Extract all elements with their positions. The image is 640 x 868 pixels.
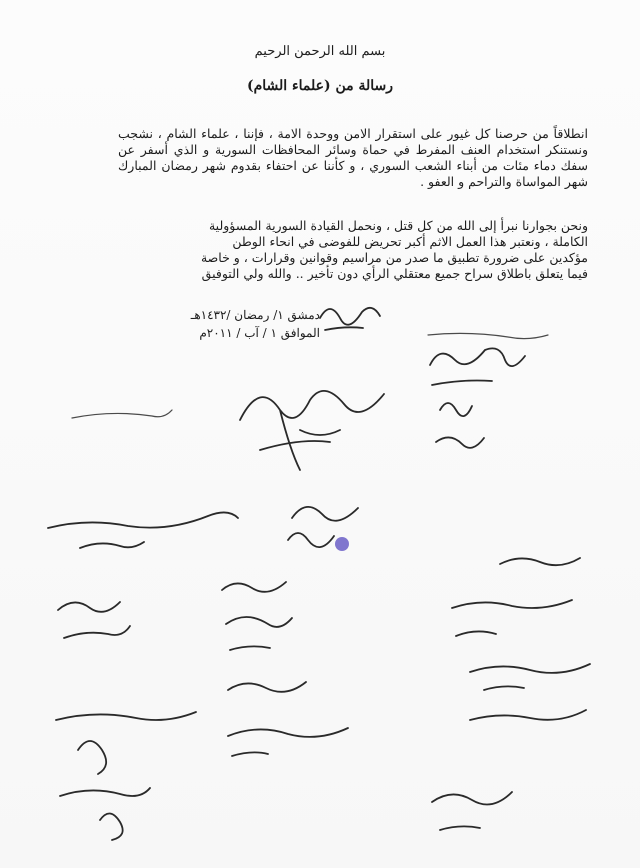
- signature: [432, 792, 512, 830]
- paragraph-2-line: الكاملة ، ونعتبر هذا العمل الاثم أكبر تحريض للفوضى في انحاء الوطن: [232, 234, 588, 249]
- stamp-mark: [335, 537, 349, 551]
- signature: [60, 788, 150, 840]
- paragraph-2-line: ونحن بجوارنا نبرأ إلى الله من كل قتل ، ونحمل القيادة السورية المسؤولية: [208, 218, 588, 233]
- signature: [500, 558, 580, 565]
- date-gregorian: الموافق ١ / آب / ٢٠١١م: [199, 326, 320, 340]
- signature: [436, 403, 484, 448]
- signature: [470, 710, 586, 720]
- signature: [228, 728, 348, 756]
- paragraph-2-line: مؤكدين على ضرورة تطبيق ما صدر من مراسيم وقوانين وقرارات ، و خاصة: [200, 250, 588, 265]
- letter-title: رسالة من (علماء الشام): [246, 78, 394, 94]
- signature: [428, 333, 548, 338]
- signature: [432, 381, 492, 386]
- paragraph-2-line: فيما يتعلق باطلاق سراح جميع معتقلي الرأي دون تأخير .. والله ولي التوفيق: [201, 266, 588, 281]
- signature: [240, 391, 384, 470]
- signature: [470, 664, 590, 690]
- signature: [228, 682, 306, 692]
- signature: [48, 512, 238, 548]
- signature: [56, 712, 196, 774]
- signature: [72, 410, 172, 418]
- basmala-heading: بسم الله الرحمن الرحيم: [254, 44, 386, 59]
- signature: [222, 582, 292, 650]
- paragraph-1: انطلاقاً من حرصنا كل غيور على استقرار الامن ووحدة الامة ، فإننا ، علماء الشام ، نشجب ونستنكر استخدام العنف المفرط في حماة وسائر المحافظات السورية و الذي أسفر عن سفك دماء مئات من أبناء الشعب السوري ، و كأننا عن احتفاء بقدوم شهر رمضان المبارك شهر المواساة والتراحم و العفو .: [118, 126, 588, 189]
- signature: [430, 348, 525, 366]
- signature: [320, 308, 380, 330]
- signatures-area: [0, 290, 640, 868]
- date-hijri: دمشق ١/ رمضان /١٤٣٢هـ: [190, 308, 320, 322]
- signature: [58, 602, 130, 638]
- signature: [452, 600, 572, 636]
- paragraph-2: [118, 218, 588, 282]
